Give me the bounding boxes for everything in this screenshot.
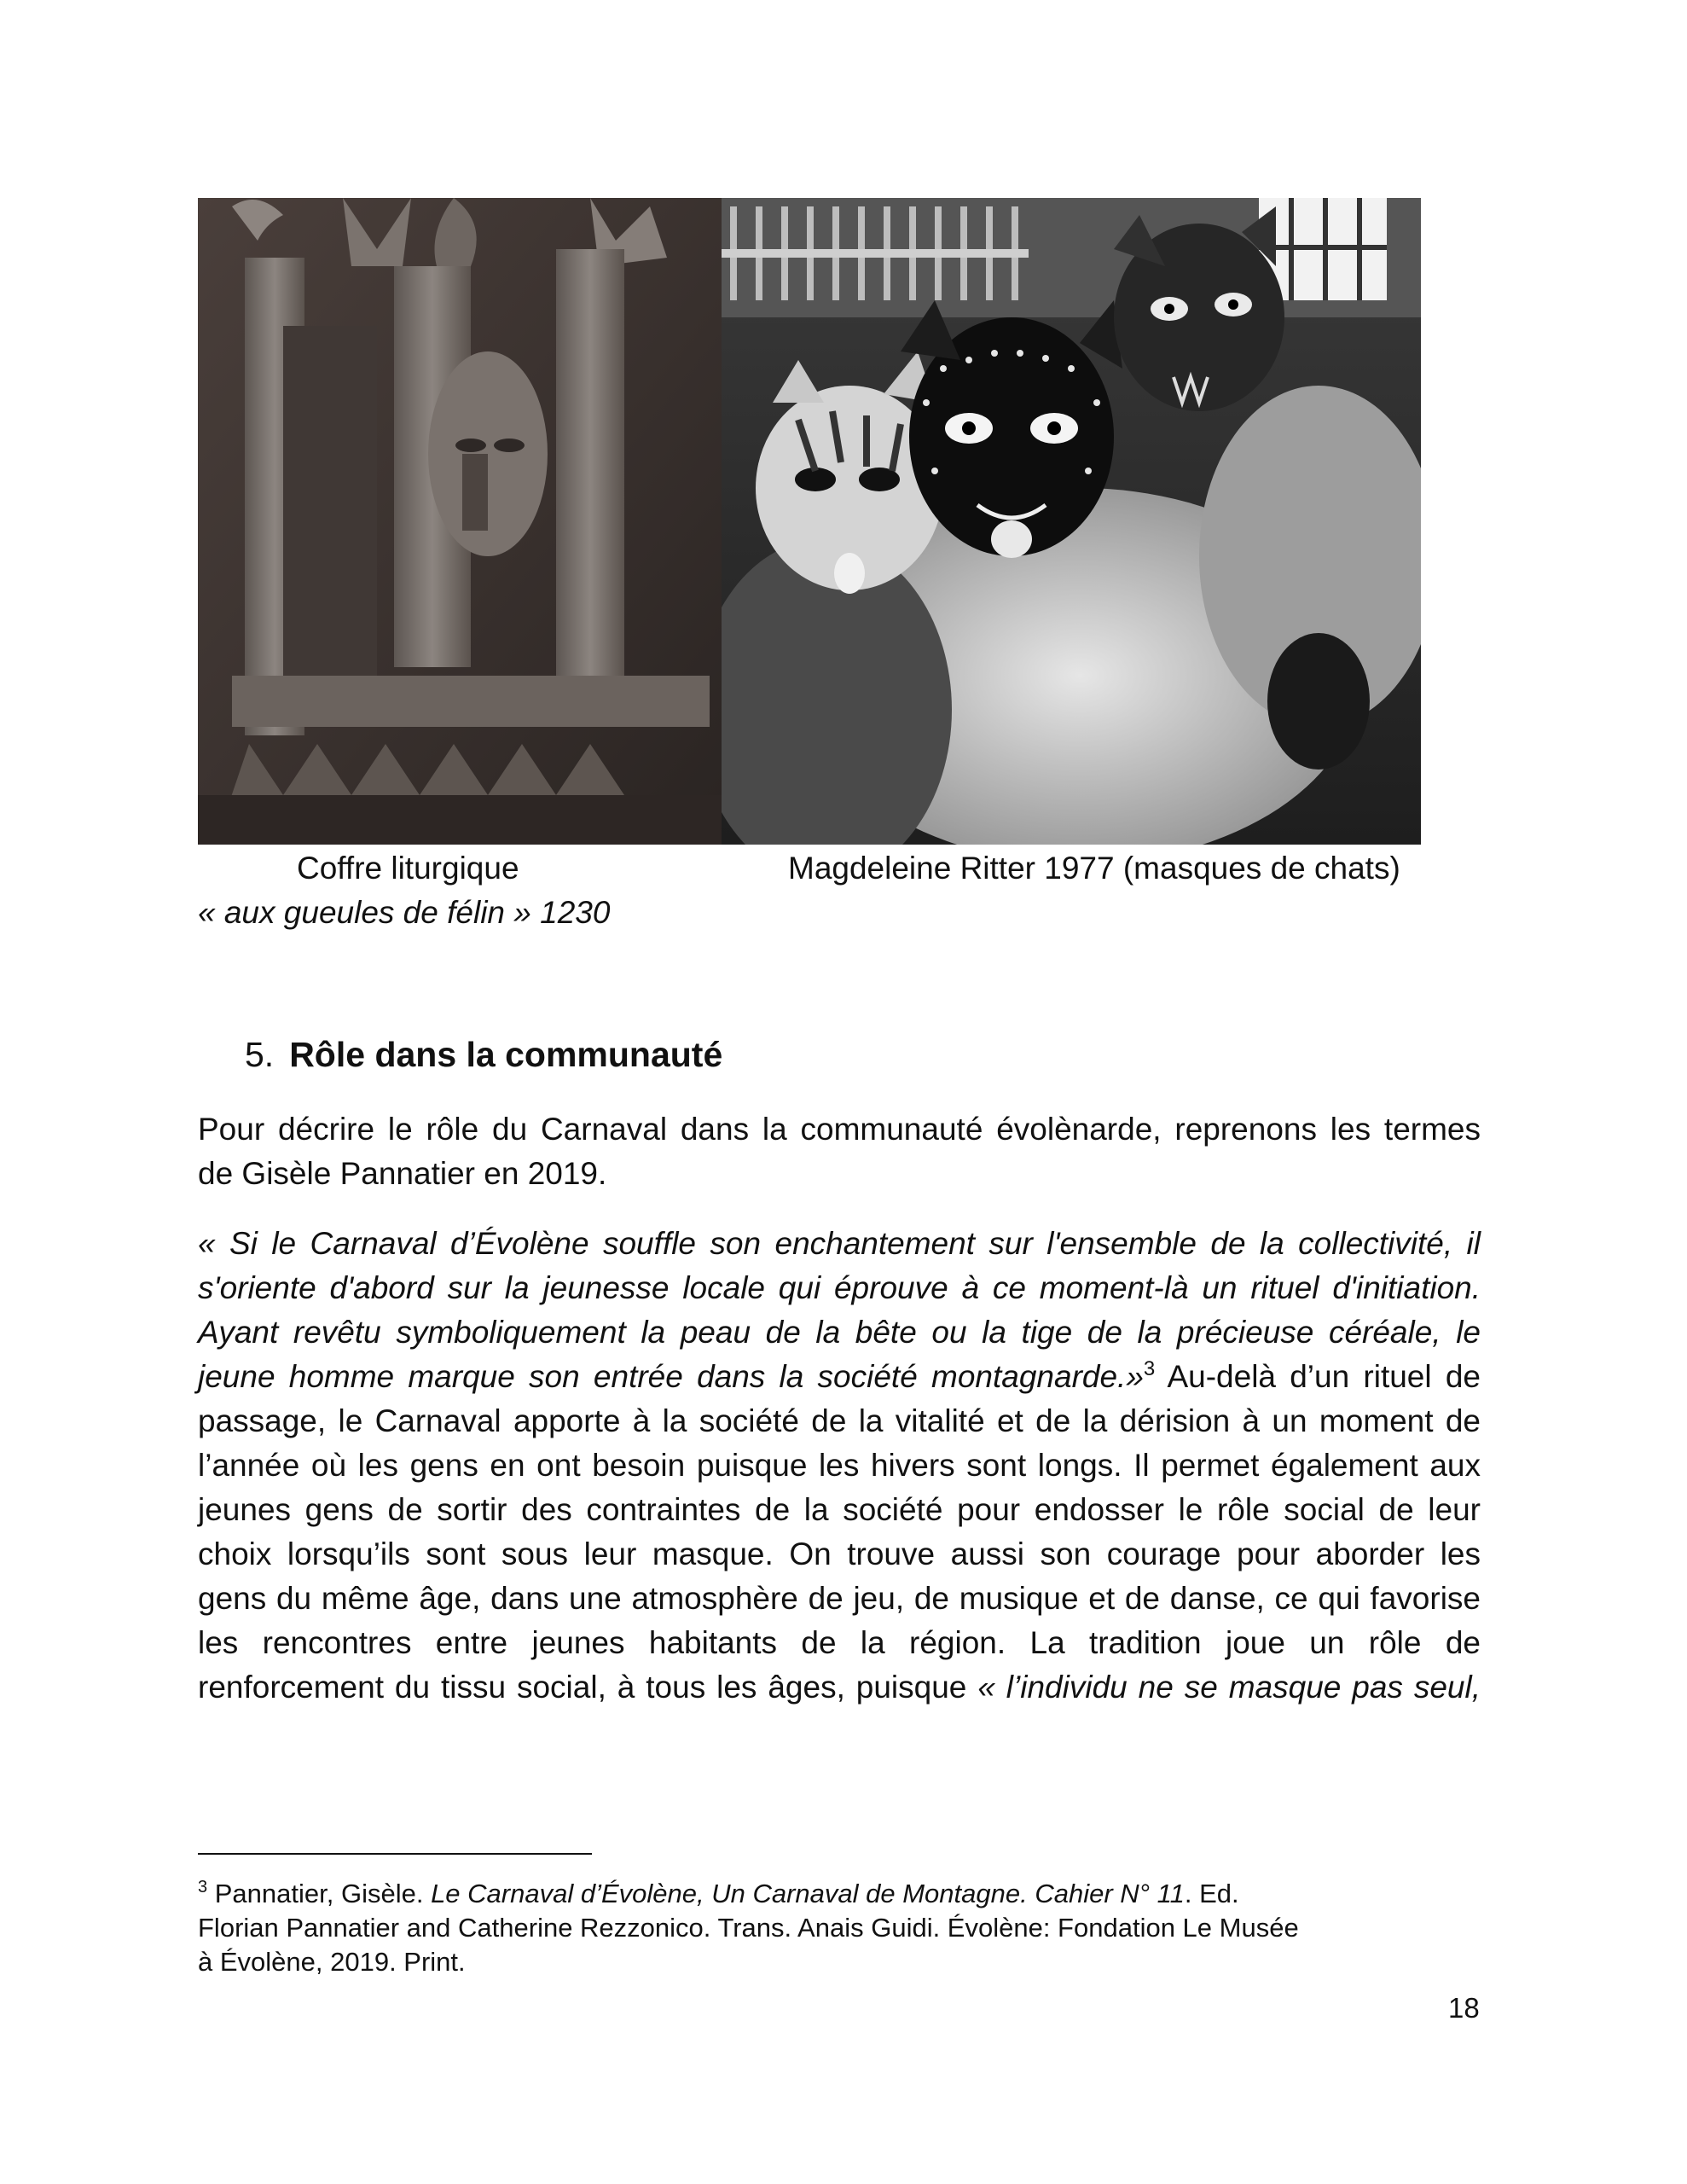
quote-line: Ayant revêtu symboliquement la peau de la bête ou la tige de la précieuse céréale, le <box>198 1315 1481 1350</box>
body-line: Pour décrire le rôle du Carnaval dans la communauté évolènarde, reprenons les termes <box>198 1112 1481 1147</box>
figure-caption-left: Coffre liturgique <box>297 851 519 886</box>
body-line: l’année où les gens en ont besoin puisque les hivers sont longs. Il permet également aux <box>198 1448 1481 1483</box>
quote-text: « l’individu ne se masque pas seul, <box>977 1670 1481 1705</box>
footnote-author: Pannatier, Gisèle. <box>207 1879 432 1908</box>
body-line: jeunes gens de sortir des contraintes de la société pour endosser le rôle social de leur <box>198 1492 1481 1527</box>
body-line: les rencontres entre jeunes habitants de la région. La tradition joue un rôle de <box>198 1625 1481 1660</box>
section-title: Rôle dans la communauté <box>289 1035 723 1074</box>
footnote-reference[interactable]: 3 <box>1143 1357 1156 1380</box>
quote-text: jeune homme marque son entrée dans la société montagnarde.» <box>198 1359 1144 1394</box>
footnote-divider <box>198 1853 592 1855</box>
photo-liturgical-chest <box>198 198 722 845</box>
caption-year: 1230 <box>530 895 611 930</box>
quote-line: s'oriente d'abord sur la jeunesse locale qui éprouve à ce moment-là un rituel d'initiation. <box>198 1270 1481 1305</box>
figure-caption-left-subtitle <box>198 891 610 935</box>
caption-quote: « aux gueules de félin » <box>198 895 531 930</box>
page-number: 18 <box>1448 1992 1480 2024</box>
section-heading <box>245 1031 722 1078</box>
body-text: renforcement du tissu social, à tous les âges, puisque <box>198 1670 978 1705</box>
quote-line-end <box>198 1355 1481 1399</box>
section-number: 5. <box>245 1035 275 1074</box>
footnote-line: Florian Pannatier and Catherine Rezzonico. Trans. Anais Guidi. Évolène: Fondation Le Musée <box>198 1913 1299 1943</box>
footnote-text: . Ed. <box>1184 1879 1239 1908</box>
body-text: Au-delà d’un rituel de <box>1155 1359 1481 1394</box>
footnote-line <box>198 1877 1239 1911</box>
body-line: gens du même âge, dans une atmosphère de jeu, de musique et de danse, ce qui favorise <box>198 1581 1481 1616</box>
footnote-title: Le Carnaval d’Évolène, Un Carnaval de Montagne. Cahier N° 11 <box>431 1879 1185 1908</box>
footnote-number: 3 <box>198 1878 208 1896</box>
body-line: de Gisèle Pannatier en 2019. <box>198 1156 607 1191</box>
body-line: choix lorsqu’ils sont sous leur masque. On trouve aussi son courage pour aborder les <box>198 1536 1481 1571</box>
photo-cat-masks <box>722 198 1421 845</box>
footnote-line: à Évolène, 2019. Print. <box>198 1947 466 1977</box>
quote-line: « Si le Carnaval d’Évolène souffle son enchantement sur l'ensemble de la collectivité, il <box>198 1226 1481 1261</box>
body-line: passage, le Carnaval apporte à la société de la vitalité et de la dérision à un moment de <box>198 1403 1481 1438</box>
body-line <box>198 1665 1481 1710</box>
figure-caption-right: Magdeleine Ritter 1977 (masques de chats) <box>788 851 1400 886</box>
